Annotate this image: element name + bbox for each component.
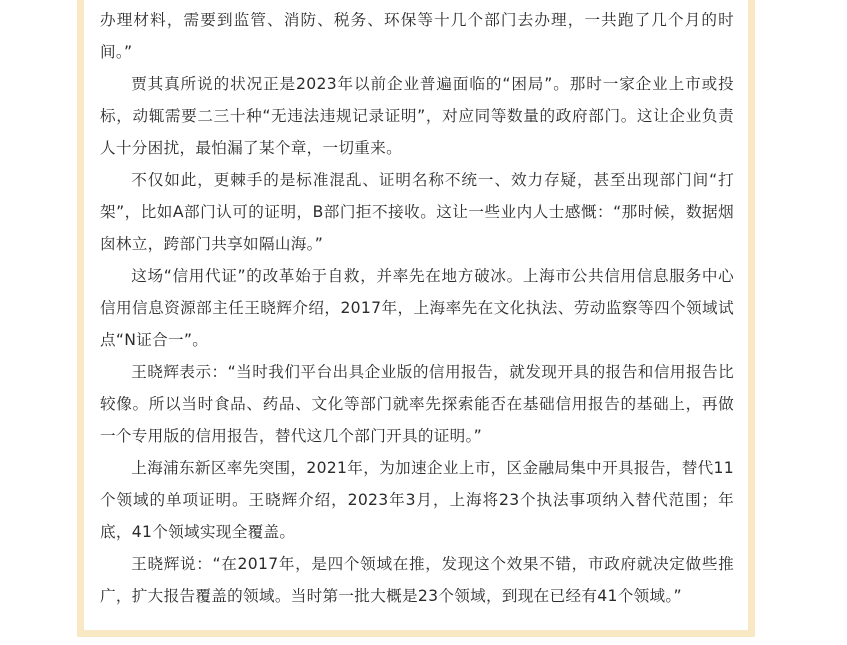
paragraph-predicament: 贾其真所说的状况正是2023年以前企业普遍面临的“困局”。那时一家企业上市或投标，动辄需要二三十种“无违法违规记录证明”，对应同等数量的政府部门。这让企业负责人十分困扰，最怕漏了某个章，一切重来。 (100, 75, 734, 157)
article-body (100, 4, 734, 612)
paragraph-wang-statement: 王晓辉表示：“当时我们平台出具企业版的信用报告，就发现开具的报告和信用报告比较像。所以当时食品、药品、文化等部门就率先探索能否在基础信用报告的基础上，再做一个专用版的信用报告，替代这几个部门开具的证明。” (100, 363, 734, 445)
paragraph-wang-quote: 王晓辉说：“在2017年，是四个领域在推，发现这个效果不错，市政府就决定做些推广，扩大报告覆盖的领域。当时第一批大概是23个领域，到现在已经有41个领域。” (100, 555, 734, 605)
paragraph-standards: 不仅如此，更棘手的是标准混乱、证明名称不统一、效力存疑，甚至出现部门间“打架”，比如A部门认可的证明，B部门拒不接收。这让一些业内人士感慨：“那时候，数据烟囱林立，跨部门共享如隔山海。” (100, 171, 734, 253)
paragraph-reform-origin: 这场“信用代证”的改革始于自救，并率先在地方破冰。上海市公共信用信息服务中心信用信息资源部主任王晓辉介绍，2017年，上海率先在文化执法、劳动监察等四个领域试点“N证合一”。 (100, 267, 734, 349)
paragraph-pudong: 上海浦东新区率先突围，2021年，为加速企业上市，区金融局集中开具报告，替代11个领域的单项证明。王晓辉介绍，2023年3月，上海将23个执法事项纳入替代范围；年底，41个领域实现全覆盖。 (100, 459, 734, 541)
paragraph-continuation: 办理材料，需要到监管、消防、税务、环保等十几个部门去办理，一共跑了几个月的时间。” (100, 11, 734, 61)
